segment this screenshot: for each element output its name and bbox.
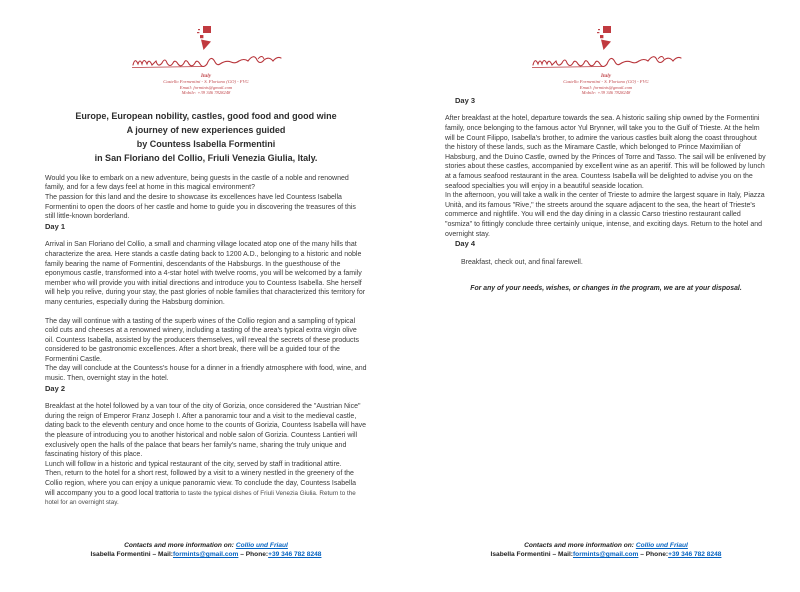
day-1-paragraph-3: The day will conclude at the Countess's house for a dinner in a friendly atmosphere with food, wine, and music. Then, overnight stay in the hotel. <box>45 365 367 383</box>
day-2-paragraph-3 <box>45 469 367 507</box>
phone-link[interactable]: +39 346 782 8248 <box>668 551 722 559</box>
logo-address: Castello Formentini - S. Floriano (GO) - FVG <box>563 79 649 84</box>
page-1 <box>0 0 400 566</box>
day-2-paragraph-2: Lunch will follow in a historic and typical restaurant of the city, served by staff in traditional attire. <box>45 460 342 468</box>
collio-und-friaul-link[interactable]: Collio und Friaul <box>235 542 288 549</box>
footer-name-mail-label: Isabella Formentini – Mail: <box>90 551 173 559</box>
footer-info-line <box>45 541 367 550</box>
day-3-paragraph-1: After breakfast at the hotel, departure towards the sea. A historic sailing ship owned by the Formentini family, once belonging to the famous actor Yul Brynner, will take you to the Gulf of Trieste. At the helm will be Count Filippo, Isabella's brother, to admire the various castles built along the coast throughout the history of these lands, such as the Miramare Castle, which belonged to Prince Maximilian of Habsburg, and the Duino Castle, owned by the Princes of Torre and Tasso. The sail will be enlivened by stories about these castles, accompanied by excellent wine as an aperitif. This will be followed by lunch at a famous seafood restaurant in the area. Countess Isabella will be delighted to advise you on the seafood specialties you will enjoy in a beautiful seaside location. <box>445 115 766 190</box>
logo-text-lines <box>45 73 367 96</box>
footer-phone-label: – Phone: <box>238 551 269 559</box>
footer-contact-line <box>45 550 367 559</box>
footer-info-line <box>445 541 767 550</box>
document-title <box>45 109 367 165</box>
footer-contact-line <box>445 550 767 559</box>
page-2 <box>400 0 800 566</box>
day-2-paragraph-3-main: Then, return to the hotel for a short rest, followed by a visit to a winery nestled in the greenery of the Collio region, where you can enjoy a unique panoramic view. To conclude the day, Countess Isabella will accompany you to a good local trattoria <box>45 470 357 497</box>
logo-address: Castello Formentini - S. Floriano (GO) - FVG <box>163 79 249 84</box>
day-1-heading: Day 1 <box>45 221 66 231</box>
crest-flag-icon <box>195 26 217 52</box>
email-link[interactable]: formints@gmail.com <box>572 551 639 559</box>
signature-isabella-formentini <box>530 53 682 71</box>
page-1-content <box>0 26 400 592</box>
page-2-content <box>400 26 800 592</box>
logo-country: Italy <box>600 73 612 79</box>
day-3-heading: Day 3 <box>455 95 476 105</box>
phone-link[interactable]: +39 346 782 8248 <box>268 551 322 559</box>
title-line-3: by Countess Isabella Formentini <box>136 138 276 149</box>
title-line-2: A journey of new experiences guided <box>126 124 286 135</box>
logo-country: Italy <box>200 73 212 79</box>
day-2-paragraph-1: Breakfast at the hotel followed by a van tour of the city of Gorizia, once considered the "Austrian Nice" during the reign of Emperor Franz Joseph I. After a panoramic tour and a visit to the medieval castle, dating back to the eleventh century and once home to the counts of Gorizia, Countess Isabella will have the pleasure of introducing you to another historical and noble salon of Gorizia. Countess Lantieri will exclusively open the halls of the palace that bears her family's name, sharing the truly unique and fascinating history of this place. <box>45 403 367 459</box>
day-1-paragraph-2: The day will continue with a tasting of the superb wines of the Collio region and a sampling of typical cold cuts and cheeses at a renowned winery, including a tasting of the area's typical extra virgin olive oil. Countess Isabella, assisted by the producers themselves, will reveal the secrets of these products considered to be gastronomic excellences. After a short break, there will be a guided tour of the Formentini Castle. <box>45 317 359 363</box>
footer-info-label: Contacts and more information on: <box>124 542 235 549</box>
crest-flag-icon <box>595 26 617 52</box>
logo-mobile: Mobile: +39 346 7828248 <box>181 90 231 96</box>
logo-text-lines <box>445 73 767 96</box>
email-link[interactable]: formints@gmail.com <box>172 551 239 559</box>
day-1-paragraph-1: Arrival in San Floriano del Collio, a small and charming village located atop one of the many hills that characterize the area. Here stands a castle dating back to 1200 A.D., belonging to a historic and noble family bearing the name of Formentini, descendants of the Habsburgs. In the guesthouse of the eponymous castle, transformed into a 4-star hotel with twelve rooms, you will be welcomed by a family member who will provide you with initial directions and introduce you to Countess Isabella. She herself will help you relive, during your stay, the past glories of noble families that characterized this territory for many centuries, especially during the Habsburg dominion. <box>45 241 366 306</box>
signature-isabella-formentini <box>130 53 282 71</box>
page-2-footer <box>445 541 767 559</box>
intro-paragraph-2: The passion for this land and the desire to showcase its excellences have led Countess Isabella Formentini to open the doors of her castle and home to guide you in discovering the treasures of this still little-known borderland. <box>45 193 356 221</box>
page-1-footer <box>45 541 367 559</box>
day-2-paragraph-3-small: to taste the typical dishes of Friuli Venezia Giulia. Return to the hotel for an overnight stay. <box>45 489 356 507</box>
logo-mobile: Mobile: +39 346 7828248 <box>581 90 631 96</box>
day-2-heading: Day 2 <box>45 383 66 393</box>
day-4-paragraph: Breakfast, check out, and final farewell. <box>461 258 583 266</box>
logo-email: Email: formints@gmail.com <box>579 84 633 90</box>
logo-email: Email: formints@gmail.com <box>179 84 233 90</box>
day-4-heading: Day 4 <box>455 239 476 249</box>
day-3-paragraph-2: In the afternoon, you will take a walk in the center of Trieste to admire the largest square in Italy, Piazza Unità, and its famous "Rive," the streets around the square adjacent to the sea, the heart of Trieste's commerce and nightlife. You will end the day dining in a classic Carso triestino restaurant called "osmiza" to fittingly conclude three certainly unique, intense, and exciting days. Return to the hotel and overnight stay. <box>445 192 765 238</box>
intro-paragraph-1: Would you like to embark on a new adventure, being guests in the castle of a noble and renowned family, and for a few days feel at home in this magical environment? <box>45 174 349 192</box>
closing-note: For any of your needs, wishes, or changes in the program, we are at your disposal. <box>470 285 742 293</box>
footer-phone-label: – Phone: <box>638 551 669 559</box>
formentini-logo-page2 <box>445 26 767 96</box>
footer-name-mail-label: Isabella Formentini – Mail: <box>490 551 573 559</box>
footer-info-label: Contacts and more information on: <box>524 542 635 549</box>
title-line-4: in San Floriano del Collio, Friuli Venezia Giulia, Italy. <box>94 152 318 163</box>
title-line-1: Europe, European nobility, castles, good food and good wine <box>75 110 337 121</box>
collio-und-friaul-link[interactable]: Collio und Friaul <box>635 542 688 549</box>
formentini-logo <box>45 26 367 96</box>
